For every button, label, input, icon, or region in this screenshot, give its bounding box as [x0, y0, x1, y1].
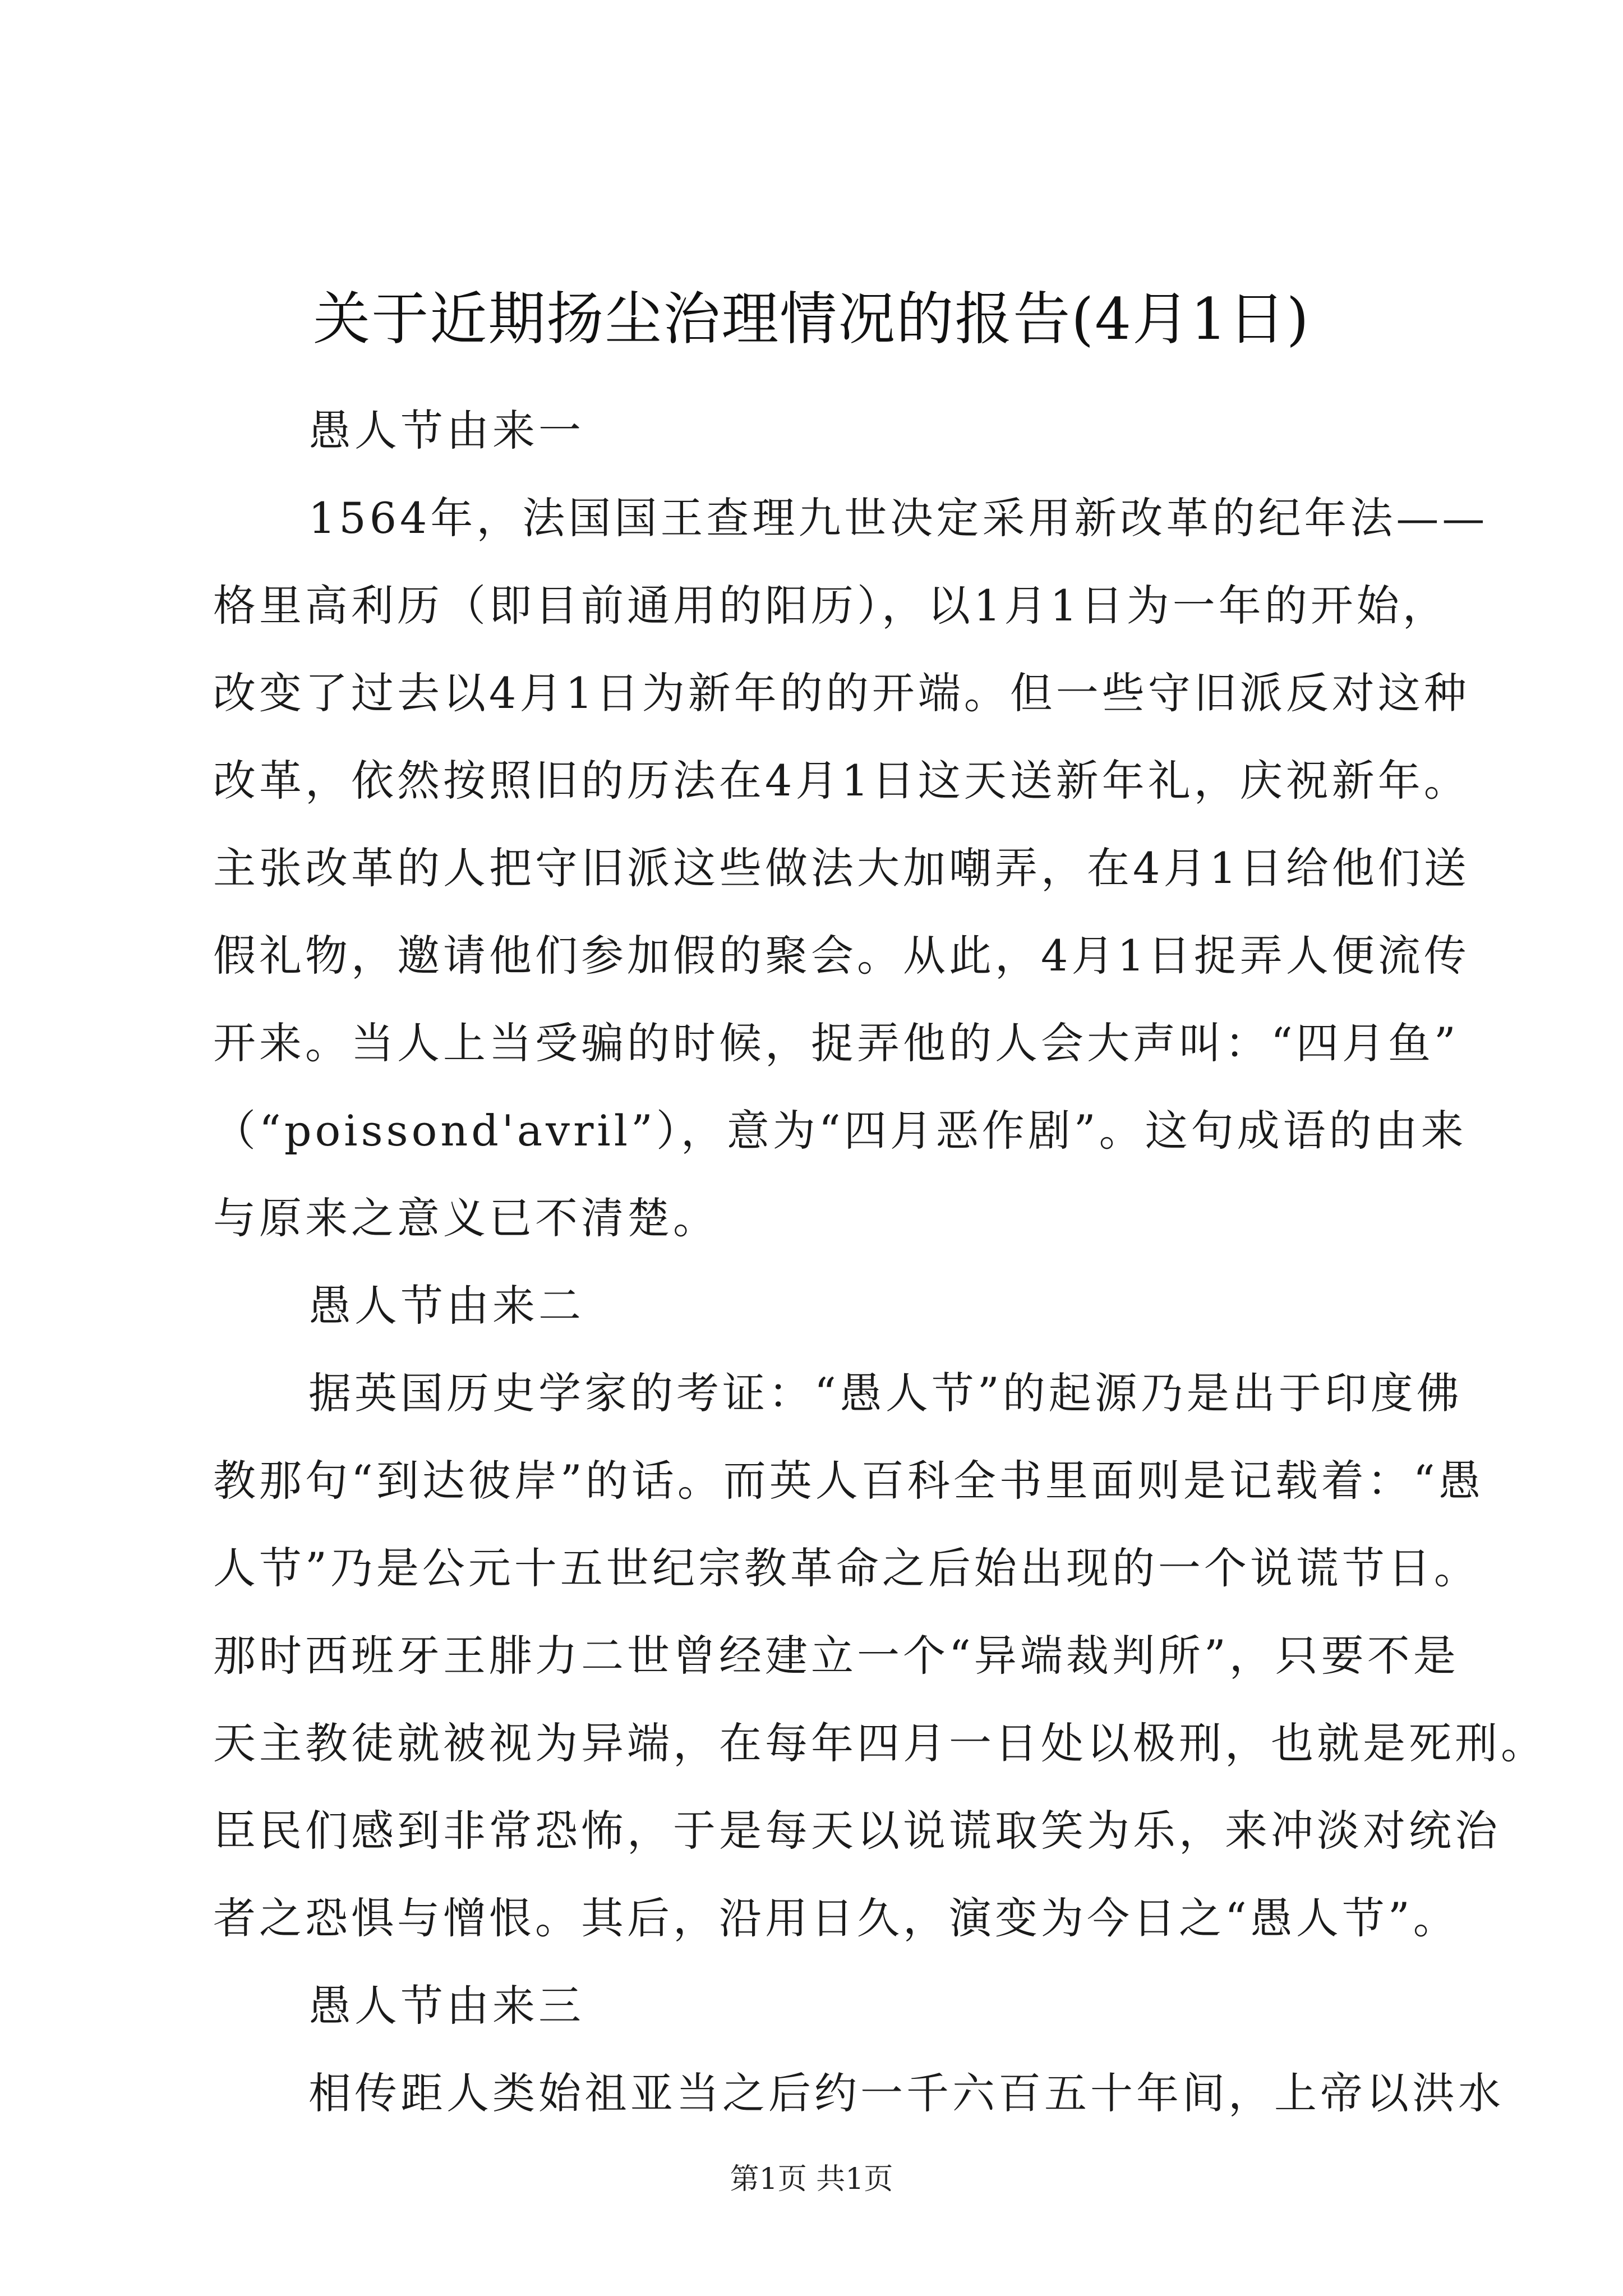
body-line: 与原来之意义已不清楚。 [213, 1193, 719, 1243]
page-footer: 第1页 共1页 [730, 2162, 893, 2196]
body-line: 格里高利历（即目前通用的阳历），以1月1日为一年的开始， [213, 581, 1449, 631]
body-line: 愚人节由来二 [308, 1281, 584, 1331]
body-line: 愚人节由来一 [308, 406, 584, 455]
body-line: 天主教徒就被视为异端，在每年四月一日处以极刑，也就是死刑。 [213, 1718, 1547, 1768]
body-line: 相传距人类始祖亚当之后约一千六百五十年间，上帝以洪水 [308, 2068, 1504, 2118]
body-line: 者之恐惧与憎恨。其后，沿用日久，演变为今日之“愚人节”。 [213, 1893, 1459, 1943]
body-line: 据英国历史学家的考证：“愚人节”的起源乃是出于印度佛 [308, 1368, 1463, 1418]
body-line: 主张改革的人把守旧派这些做法大加嘲弄，在4月1日给他们送 [213, 843, 1470, 893]
body-line: 愚人节由来三 [308, 1981, 584, 2031]
body-line: 改变了过去以4月1日为新年的的开端。但一些守旧派反对这种 [213, 668, 1470, 718]
body-line: 人节”乃是公元十五世纪宗教革命之后始出现的一个说谎节日。 [213, 1543, 1480, 1593]
body-line: 开来。当人上当受骗的时候，捉弄他的人会大声叫：“四月鱼” [213, 1018, 1459, 1068]
body-line: 教那句“到达彼岸”的话。而英人百科全书里面则是记载着：“愚 [213, 1456, 1484, 1506]
document-title: 关于近期扬尘治理情况的报告(4月1日) [313, 286, 1310, 353]
body-line: 改革，依然按照旧的历法在4月1日这天送新年礼，庆祝新年。 [213, 756, 1470, 806]
body-line: 臣民们感到非常恐怖，于是每天以说谎取笑为乐，来冲淡对统治 [213, 1806, 1501, 1856]
document-body [213, 387, 1547, 2137]
body-line: （“poissond'avril”），意为“四月恶作剧”。这句成语的由来 [213, 1106, 1467, 1156]
body-line: 1564年，法国国王查理九世决定采用新改革的纪年法—— [308, 493, 1488, 543]
body-line: 假礼物，邀请他们参加假的聚会。从此，4月1日捉弄人便流传 [213, 931, 1470, 981]
body-line: 那时西班牙王腓力二世曾经建立一个“异端裁判所”，只要不是 [213, 1631, 1459, 1681]
